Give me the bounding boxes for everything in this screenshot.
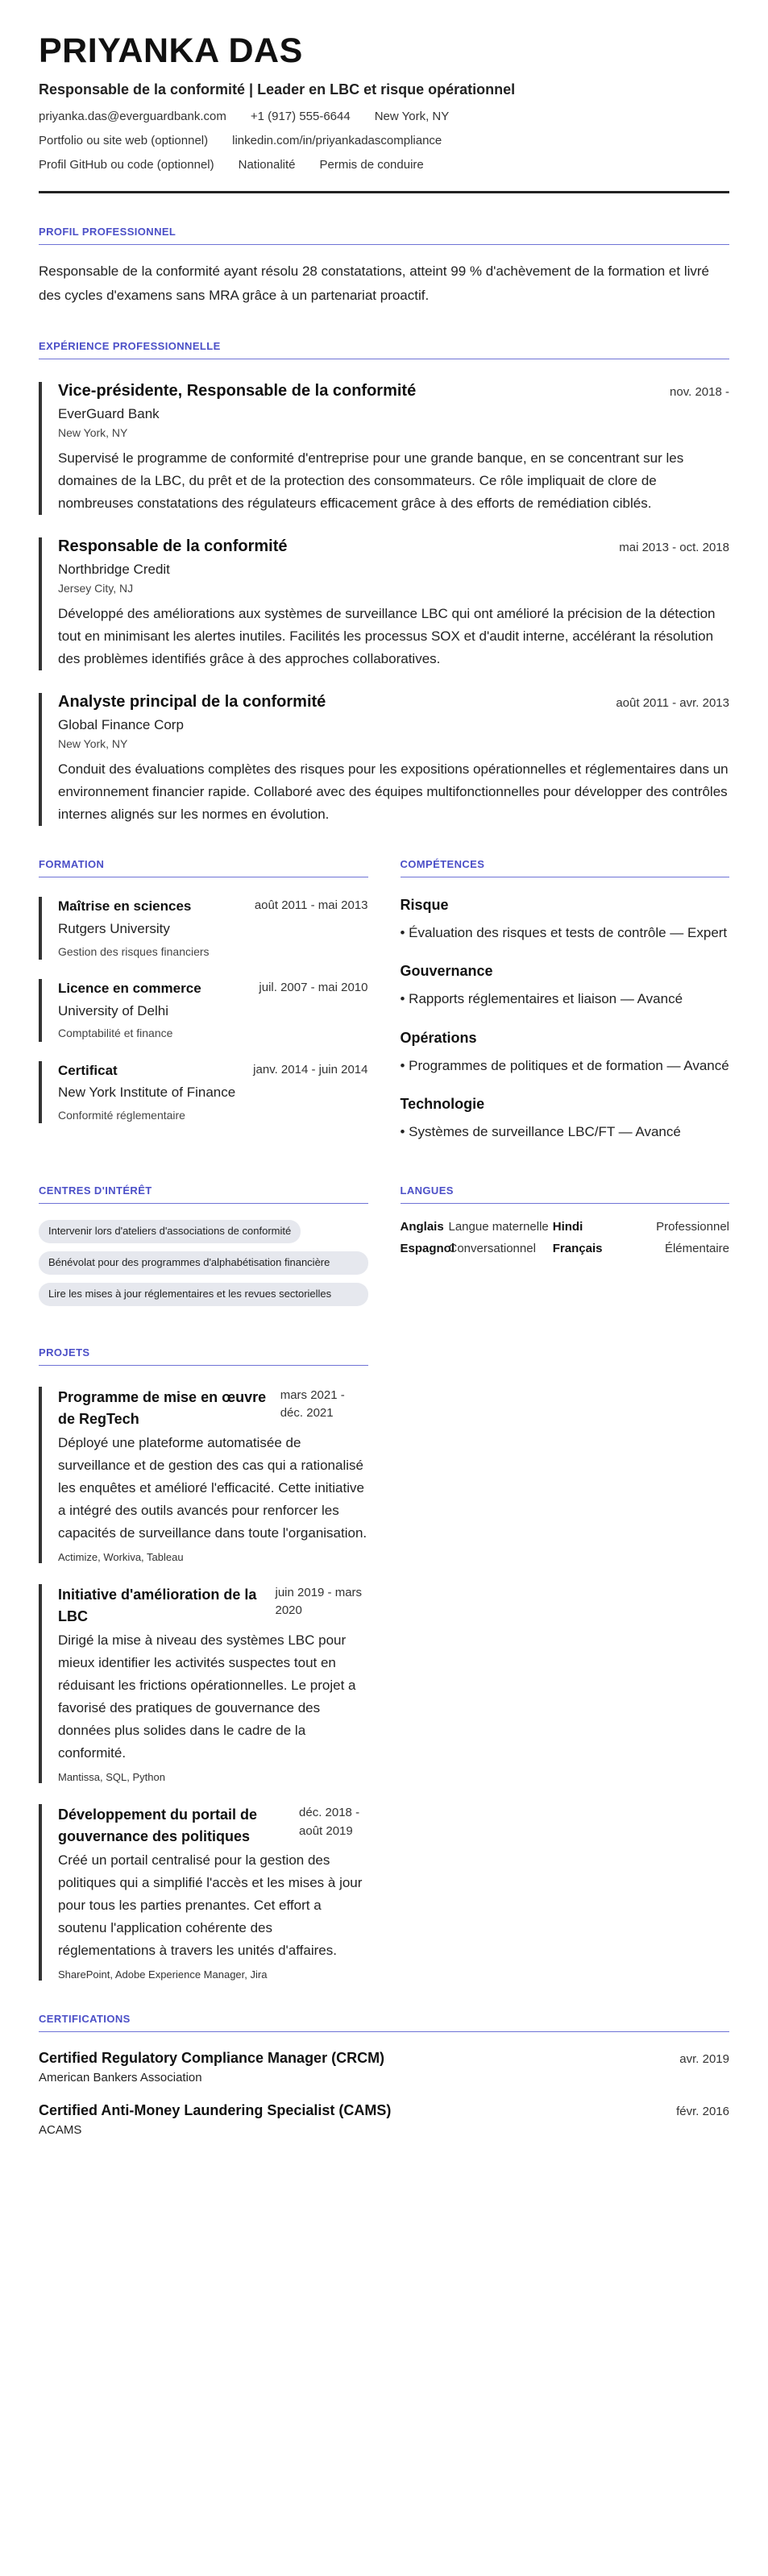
contact-row [39, 134, 729, 147]
section-title: PROFIL PROFESSIONNEL [39, 226, 729, 245]
job-location: New York, NY [58, 425, 128, 439]
education-date: août 2011 - mai 2013 [254, 898, 368, 913]
project-date: mars 2021 - déc. 2021 [280, 1388, 345, 1420]
degree-title: Licence en commerce [58, 980, 201, 996]
resume-header [39, 32, 729, 193]
certification-date: avr. 2019 [679, 2052, 729, 2067]
candidate-name: PRIYANKA DAS [39, 31, 303, 70]
section-title: PROJETS [39, 1346, 368, 1366]
language-name: Anglais [400, 1219, 444, 1234]
certification-issuer: American Bankers Association [39, 2071, 202, 2085]
project-tools: Mantissa, SQL, Python [58, 1771, 165, 1784]
certification-issuer: ACAMS [39, 2123, 82, 2138]
company-name: Global Finance Corp [58, 717, 184, 733]
language-list [401, 1220, 730, 1255]
project-tools: Actimize, Workiva, Tableau [58, 1550, 184, 1563]
skill-item: • Systèmes de surveillance LBC/FT — Avancé [400, 1123, 681, 1139]
education-date: juil. 2007 - mai 2010 [259, 980, 368, 994]
language-level: Conversationnel [448, 1241, 536, 1255]
headline: Responsable de la conformité | Leader en LBC et risque opérationnel [39, 81, 516, 98]
skill-item: • Évaluation des risques et tests de contrôle — Expert [400, 925, 728, 941]
project-item [39, 1387, 368, 1563]
language-name: Français [552, 1241, 603, 1255]
experience-item [39, 382, 729, 515]
section-title: COMPÉTENCES [401, 858, 730, 877]
certification-item [39, 2050, 729, 2084]
company-name: Northbridge Credit [58, 561, 170, 577]
school-name: University of Delhi [58, 1002, 168, 1018]
contact-row [39, 158, 729, 172]
section-title: CENTRES D'INTÉRÊT [39, 1184, 368, 1204]
github-link[interactable]: Profil GitHub ou code (optionnel) [39, 158, 214, 172]
projects-row [39, 1346, 729, 1981]
experience-item [39, 537, 729, 670]
job-description: Développé des améliorations aux systèmes de surveillance LBC qui ont amélioré la précision de la détection tout en minimisant les alertes inutiles. Facilités les processus SOX et d'audit interne, accélérant la résolution des problèmes identifiés grâce à des approches collaboratives. [58, 605, 716, 667]
job-location: New York, NY [58, 737, 128, 751]
project-item [39, 1584, 368, 1783]
school-name: New York Institute of Finance [58, 1085, 236, 1101]
interest-tag: Lire les mises à jour réglementaires et les revues sectorielles [39, 1283, 368, 1306]
languages-section [401, 1184, 730, 1314]
portfolio-link[interactable]: Portfolio ou site web (optionnel) [39, 134, 209, 148]
project-description: Créé un portail centralisé pour la gestion des politiques qui a simplifié l'accès et les mises à jour pour tous les parties prenantes. Cet effort a soutenu l'application cohérente des réglementations à travers les unités d'affaires. [58, 1852, 363, 1959]
degree-title: Certificat [58, 1062, 118, 1078]
certification-item [39, 2102, 729, 2137]
interests-section [39, 1184, 368, 1314]
interest-tag: Intervenir lors d'ateliers d'associations de conformité [39, 1220, 301, 1243]
project-date: déc. 2018 - août 2019 [299, 1806, 360, 1838]
interests-languages-row [39, 1184, 729, 1314]
job-title: Responsable de la conformité [58, 537, 288, 555]
field-of-study: Gestion des risques financiers [58, 944, 210, 958]
language-name: Espagnol [400, 1241, 455, 1255]
education-item [39, 1061, 368, 1124]
language-name: Hindi [552, 1219, 583, 1234]
job-date: août 2011 - avr. 2013 [616, 696, 729, 711]
project-title: Initiative d'amélioration de la LBC [58, 1586, 257, 1624]
project-description: Déployé une plateforme automatisée de surveillance et de gestion des cas qui a rationalisé les enquêtes et amélioré l'efficacité. Cette initiative a intégré des outils avancés pour renforcer les capacités de surveillance dans toute l'organisation. [58, 1434, 367, 1541]
education-item [39, 979, 368, 1042]
skill-group [401, 897, 730, 944]
field-of-study: Comptabilité et finance [58, 1027, 173, 1040]
section-title: CERTIFICATIONS [39, 2013, 729, 2032]
skill-group [401, 963, 730, 1010]
job-description: Supervisé le programme de conformité d'entreprise pour une grande banque, en se concentrant sur les domaines de la LBC, du prêt et de la protection des consommateurs. Ce rôle impliquait de clore de nombreuses constatations des régulateurs efficacement grâce à des efforts de remédiation ciblés. [58, 450, 684, 511]
project-item [39, 1804, 368, 1981]
interest-list [39, 1220, 368, 1306]
skill-item: • Programmes de politiques et de formation — Avancé [400, 1057, 729, 1073]
company-name: EverGuard Bank [58, 405, 160, 421]
degree-title: Maîtrise en sciences [58, 898, 192, 915]
section-title: EXPÉRIENCE PROFESSIONNELLE [39, 340, 729, 359]
language-level: Langue maternelle [448, 1219, 549, 1234]
skill-category: Risque [400, 897, 449, 914]
skill-group [401, 1096, 730, 1143]
job-title: Vice-présidente, Responsable de la conformité [58, 381, 417, 400]
project-tools: SharePoint, Adobe Experience Manager, Jira [58, 1968, 268, 1981]
job-location: Jersey City, NJ [58, 581, 134, 595]
skill-category: Gouvernance [400, 963, 493, 980]
skill-category: Technologie [400, 1095, 485, 1112]
driving-license: Permis de conduire [319, 158, 424, 172]
empty-column [401, 1346, 730, 1981]
header-divider [39, 191, 729, 193]
school-name: Rutgers University [58, 921, 170, 937]
summary-text: Responsable de la conformité ayant résolu 28 constatations, atteint 99 % d'achèvement de la formation et livré des cycles d'examens sans MRA grâce à un partenariat proactif. [39, 263, 710, 304]
education-skills-row [39, 858, 729, 1143]
language-level: Élémentaire [664, 1241, 729, 1255]
certification-name: Certified Regulatory Compliance Manager (CRCM) [39, 2050, 385, 2067]
education-section [39, 858, 368, 1143]
summary-section [39, 226, 729, 308]
skill-category: Opérations [400, 1029, 477, 1046]
skill-item: • Rapports réglementaires et liaison — Avancé [400, 991, 683, 1007]
nationality: Nationalité [238, 158, 296, 172]
project-date: juin 2019 - mars 2020 [275, 1585, 363, 1618]
interest-tag: Bénévolat pour des programmes d'alphabétisation financière [39, 1251, 368, 1275]
education-item [39, 897, 368, 960]
certifications-section [39, 2013, 729, 2137]
section-title: LANGUES [401, 1184, 730, 1204]
field-of-study: Conformité réglementaire [58, 1109, 185, 1122]
skill-group [401, 1030, 730, 1076]
phone-number[interactable]: +1 (917) 555-6644 [250, 110, 351, 124]
job-date: mai 2013 - oct. 2018 [619, 540, 729, 554]
experience-section [39, 340, 729, 826]
project-description: Dirigé la mise à niveau des systèmes LBC pour mieux identifier les activités suspectes tout en réduisant les frictions opérationnelles. Le projet a favorisé des pratiques de gouvernance des données plus solides dans le cadre de la conformité. [58, 1632, 356, 1761]
project-title: Développement du portail de gouvernance des politiques [58, 1807, 258, 1845]
certification-date: févr. 2016 [676, 2105, 729, 2119]
location: New York, NY [374, 110, 450, 124]
contact-row [39, 110, 729, 123]
email-link[interactable]: priyanka.das@everguardbank.com [39, 110, 226, 124]
experience-item [39, 693, 729, 826]
job-description: Conduit des évaluations complètes des risques pour les expositions opérationnelles et réglementaires dans un environnement financier rapide. Collaboré avec des équipes multifonctionnelles pour développer des contrôles internes alignés sur les normes en évolution. [58, 761, 729, 823]
education-date: janv. 2014 - juin 2014 [253, 1062, 368, 1076]
section-title: FORMATION [39, 858, 368, 877]
job-date: nov. 2018 - [670, 384, 729, 399]
projects-section [39, 1346, 368, 1981]
project-title: Programme de mise en œuvre de RegTech [58, 1388, 267, 1427]
certification-name: Certified Anti-Money Laundering Specialist (CAMS) [39, 2102, 392, 2119]
job-title: Analyste principal de la conformité [58, 693, 326, 711]
language-level: Professionnel [656, 1219, 729, 1234]
skills-section [401, 858, 730, 1143]
linkedin-link[interactable]: linkedin.com/in/priyankadascompliance [232, 134, 442, 148]
